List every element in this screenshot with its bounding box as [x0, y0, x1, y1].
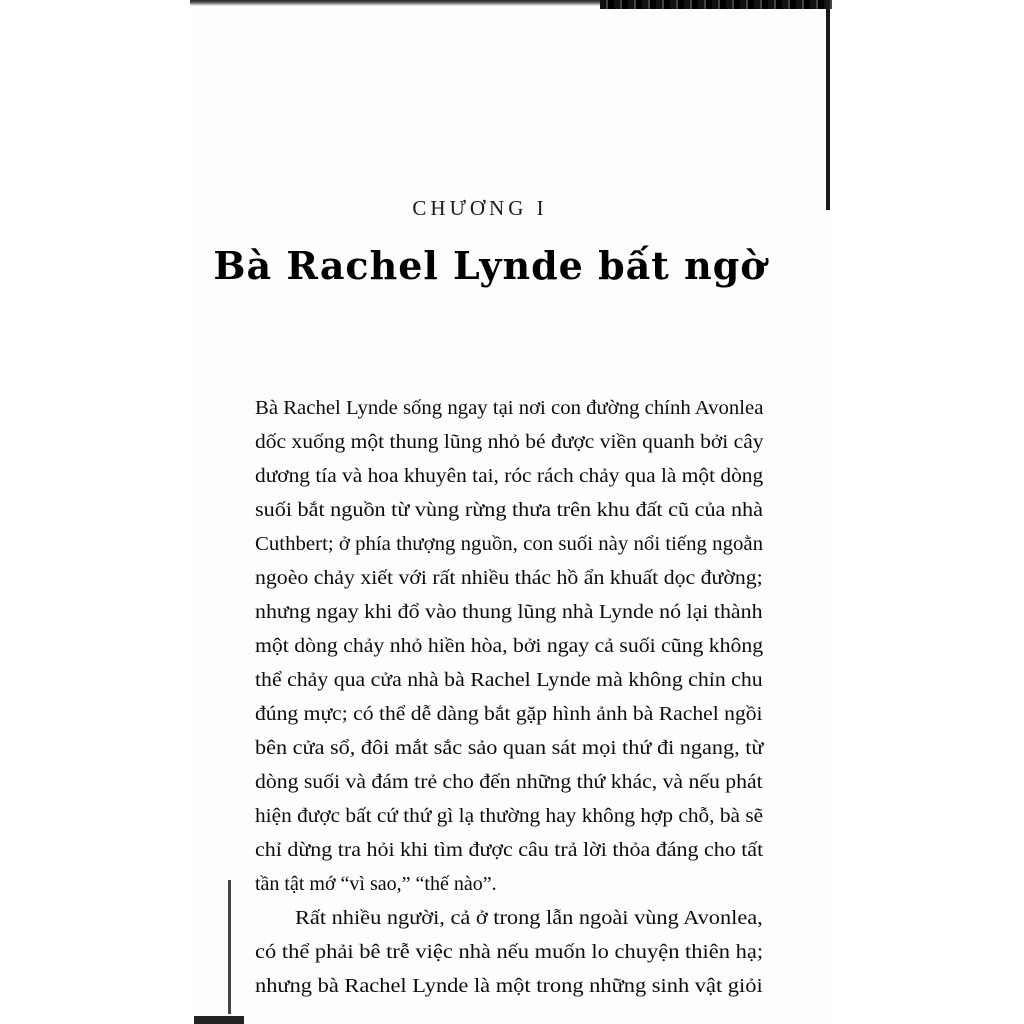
chapter-title: Bà Rachel Lynde bất ngờ — [213, 243, 767, 288]
body-line: nhưng ngay khi đổ vào thung lũng nhà Lynde nó lại thành — [255, 601, 763, 623]
page-left-edge — [228, 880, 231, 1014]
body-line: một dòng chảy nhỏ hiền hòa, bởi ngay cả suối cũng không — [255, 635, 764, 657]
body-line: Bà Rachel Lynde sống ngay tại nơi con đường chính Avonlea — [255, 397, 764, 419]
page-bottom-edge — [194, 1016, 244, 1024]
body-line: dương tía và hoa khuyên tai, róc rách chảy qua là một dòng — [255, 465, 764, 487]
body-line: ngoèo chảy xiết với rất nhiều thác hồ ẩn khuất dọc đường; — [255, 567, 763, 589]
chapter-label: CHƯƠNG I — [412, 196, 548, 220]
body-line: nhưng bà Rachel Lynde là một trong những sinh vật giỏi — [255, 975, 763, 997]
body-line: có thể phải bê trễ việc nhà nếu muốn lo chuyện thiên hạ; — [255, 941, 764, 963]
body-line: thể chảy qua cửa nhà bà Rachel Lynde mà không chỉn chu — [255, 669, 763, 691]
body-line: chỉ dừng tra hỏi khi tìm được câu trả lời thỏa đáng cho tất — [255, 839, 764, 861]
body-line: dốc xuống một thung lũng nhỏ bé được viền quanh bởi cây — [255, 431, 764, 453]
body-line: Cuthbert; ở phía thượng nguồn, con suối này nổi tiếng ngoằn — [255, 533, 764, 555]
body-line: dòng suối và đám trẻ cho đến những thứ khác, và nếu phát — [255, 771, 763, 793]
body-line: bên cửa sổ, đôi mắt sắc sảo quan sát mọi thứ đi ngang, từ — [255, 737, 764, 759]
page-right-edge — [826, 0, 830, 210]
page-top-edge-shadow — [600, 0, 832, 9]
body-line: đúng mực; có thể dễ dàng bắt gặp hình ảnh bà Rachel ngồi — [255, 703, 763, 725]
body-line: tần tật mớ “vì sao,” “thế nào”. — [255, 873, 497, 895]
body-line: hiện được bất cứ thứ gì lạ thường hay không hợp chỗ, bà sẽ — [255, 805, 764, 827]
body-line: suối bắt nguồn từ vùng rừng thưa trên khu đất cũ của nhà — [255, 499, 763, 521]
paragraph-start-line: Rất nhiều người, cả ở trong lẫn ngoài vùng Avonlea, — [295, 907, 763, 929]
